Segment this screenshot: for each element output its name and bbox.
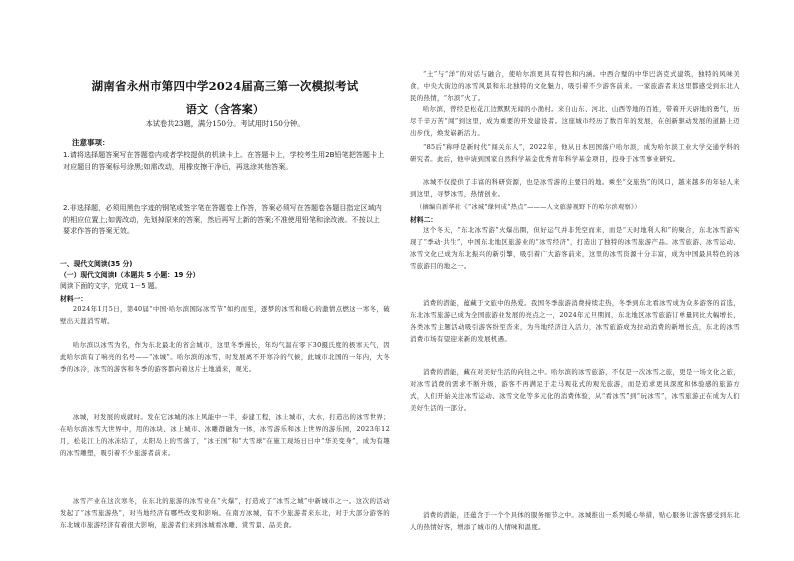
paragraph: 2024年1月5日，第40届“中国·哈尔滨国际冰雪节”如约而至，逐梦的冰雪和暖心的激情点燃这一寒冬，破壁出天涯消雪晴。 [60, 305, 390, 325]
paragraph: “85后”称呼是新时代“闯关东人”，2022年，他从日本回国落户哈尔滨，成为哈尔滨工业大学交通学科的研究者。此后，他申请到国家自然科学基金优秀青年科学基金项目，投身于冰雪事业研究。 [410, 143, 740, 163]
paragraph: 冰雪产业在这次寒冬，在东北的旅游的冰雪业在“火爆”，打造成了“冰雪之城”中新城市之一。这次的活动发起了“冰雪旅游热”，对当地经济有哪些改变和影响。在南方冰城，有不少旅游者来东北，对于大部分游客的东北城市旅游经济有着很大影响，旅游者们来到冰城看冰雕、赏雪景、品美食。 [60, 497, 390, 529]
exam-title: 湖南省永州市第四中学2024届高三第一次模拟考试 [91, 79, 359, 93]
note-item-1: 1.请将选择题答案写在答题卷内或者学校提供的机读卡上。在答题卡上，学校考生用2B铅笔把答题卡上对应题目的答案标号涂黑;如需改动，用橡皮擦干净后，再选涂其他答案。 [63, 150, 385, 171]
paragraph: 哈尔滨以冰雪为名，作为东北最北的省会城市，这里冬季漫长，年均气温在零下30摄氏度的极寒天气，因此哈尔滨有了响亮的名号——“冰城”。哈尔滨的冰雪，时发展离不开寒冷的气候，此城市北国的一年内，大冬季的冰冷，冰雪的游客和冬季的游客都向着这片土地涌来，观光。 [60, 341, 390, 373]
paragraph: 哈尔滨，曾经是松花江边默默无闻的小渔村。来自山东、河北、山西等地的百姓，带着开天辟地的勇气，历尽千辛万苦“闯”到这里，成为重要的开发建设者。这座城市经历了数百年的发展，在创新驱动发展的道路上迈出步伐，焕发崭新活力。 [410, 105, 740, 137]
paragraph: 消费的潜能，还蕴含于一个个具体的服务细节之中。冰城推出一系列暖心举措，贴心服务让游客感受到东北人的热情好客，增添了城市的人情味和温度。 [410, 511, 740, 531]
note-item-2: 2.非选择题，必须用黑色字迹的钢笔或签字笔在答题卷上作答，答案必须写在答题卷各题目指定区域内的相应位置上;如需改动，先划掉原来的答案，然后再写上新的答案;不准使用铅笔和涂改液。不按以上要求作答的答案无效。 [63, 203, 382, 235]
source-citation: （摘编自新华社《“冰城”缘何成“热点”———人文旅游视野下的哈尔滨观察》） [416, 204, 641, 211]
reading-instruction: 阅读下面的文字，完成 1－5 题。 [60, 282, 162, 290]
subsection-heading: （一）现代文阅读Ⅰ（本题共 5 小题：19 分） [60, 271, 200, 279]
paragraph: “土”与“洋”的对话与融合，使哈尔滨更具有特色和内涵。中西合璧的中华巴洛克式建筑，独特的风味美食，中央大街边的冰雪风景和东北独特的文化魅力，吸引着不少游客前来。一家旅游者来这里都感受到东北人民的热情，“尔滨”火了。 [410, 70, 740, 102]
material-1-label: 材料一： [60, 295, 88, 303]
material-2-label: 材料二： [410, 216, 438, 224]
paragraph: 冰城不仅提供了丰富的科研资源，也是冰雪游的主要目的地。乘坐“交旅热”的风口，越来越多的年轻人来到这里，寻梦冰雪，热情创业。 [410, 178, 740, 198]
exam-info: 本试卷共23题，满分150分。考试用时150分钟。 [145, 119, 305, 128]
left-column [60, 0, 390, 561]
right-column [410, 0, 740, 561]
paragraph: 这个冬天，“东北冰雪游”火爆出圈，但好运气并非凭空而来，而是“天时地利人和”的聚合，东北冰雪游实现了“季动·共生”，中国东北地区旅游业的“冰雪经济”，打造出了独特的冰雪旅游产品。冰雪旅游、冰雪运动、冰雪文化已成为东北振兴的新引擎，吸引着广大游客前来，这里的冰雪资源十分丰富，成为中国最具特色的冰雪旅游目的地之一。 [410, 226, 740, 270]
paragraph: 消费的潜能，蕴藏于文旅中的热爱。我国冬季旅游消费持续走热，冬季到东北看冰雪成为众多游客的首选，东北冰雪旅游已成为全国旅游业发展的亮点之一，2024年元旦期间，东北地区冰雪旅游订单量同比大幅增长，各类冰雪主题活动吸引游客纷至沓来，为当地经济注入活力，冰雪旅游成为拉动消费的新增长点，东北的冰雪消费市场有望迎来新的发展机遇。 [410, 299, 740, 343]
paragraph: 消费的潜能，藏在对美好生活的向往之中。哈尔滨的冰雪旅游，不仅是一次冰雪之旅，更是一场文化之旅，对冰雪消费的需求不断升级，游客不再满足于走马观花式的观光旅游，而是追求更具深度和体验感的旅游方式，人们开始关注冰雪运动、冰雪文化等多元化的消费体验，从“看冰雪”到“玩冰雪”，冰雪旅游正在成为人们美好生活的一部分。 [410, 368, 740, 412]
notes-heading: 注意事项： [72, 138, 110, 147]
exam-subtitle: 语文（含答案） [185, 103, 265, 116]
section-heading: 一、现代文阅读(35 分) [60, 260, 133, 268]
paragraph: 冰城，对发展的成就时。发在它冰城的冰上风能中一半，泰建工程，冰上城市，大水，打造出的冰雪世界；在哈尔滨冰雪大世界中，用的冰块、冰上城市、冰雕群融为一体，冰雪游乐和冰上世界的游乐园，2023年12月，松花江上的冰冻结了，太阳岛上的雪落了，“冰王国”和“大雪球”在施工现场日日中“华美变身”，成为有趣的冰雪雕塑，吸引着不少旅游者前来。 [60, 413, 390, 457]
